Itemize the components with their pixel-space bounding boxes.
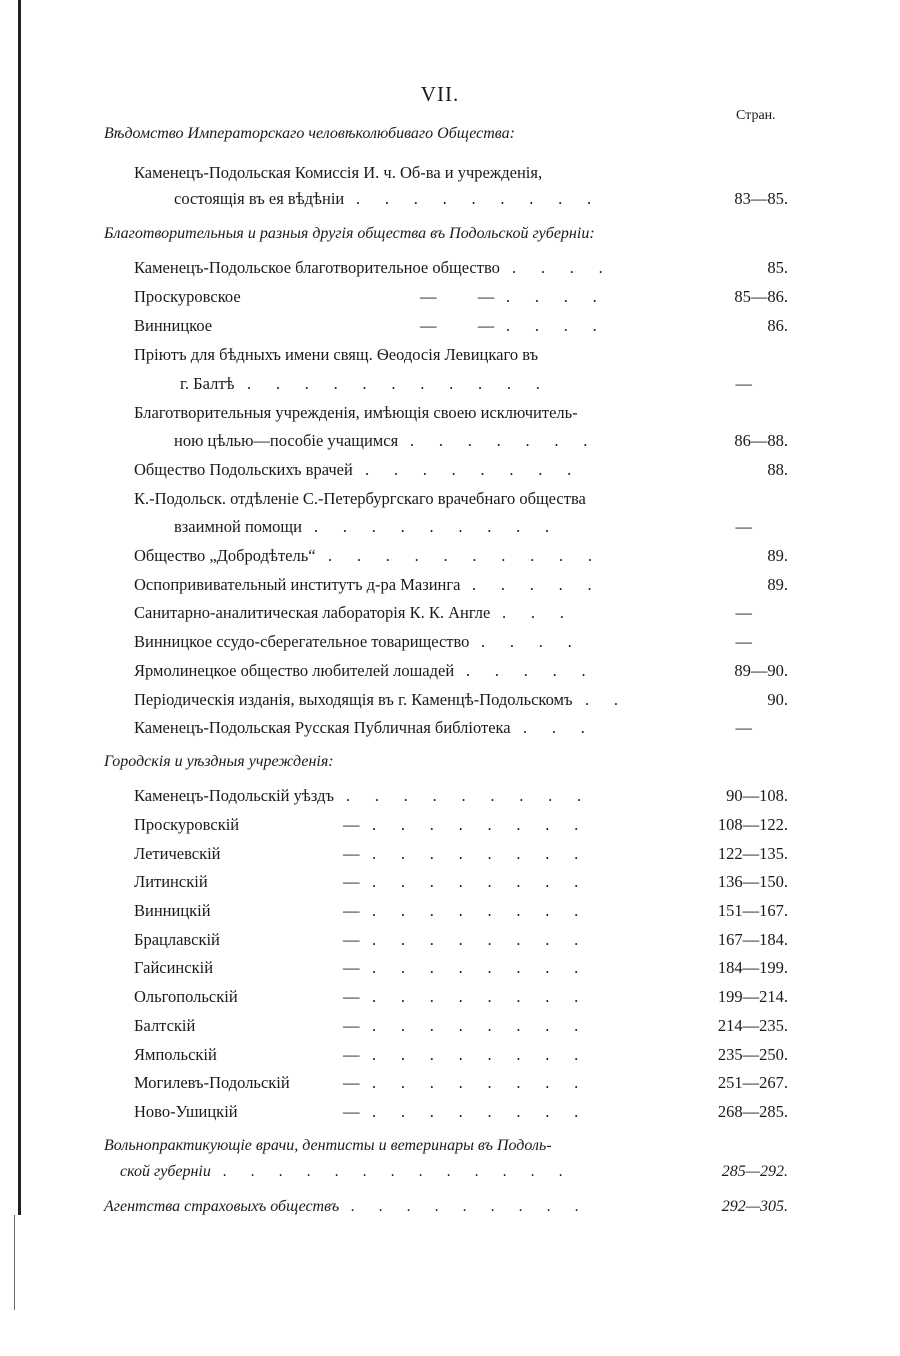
toc-entry <box>134 956 900 980</box>
toc-entry-page-range: 86. <box>767 316 788 335</box>
toc-entry <box>134 161 900 185</box>
toc-leader-dots: . . <box>585 690 643 709</box>
toc-entry-ditto-dash: — <box>343 872 360 891</box>
toc-leader-dots: . . . . . . . . <box>372 1045 603 1064</box>
toc-entry-title: ною цѣлью—пособіе учащимся <box>174 431 399 450</box>
toc-entry-page-range: 90—108. <box>726 786 788 805</box>
toc-leader-dots: . . . . . . . . <box>372 1016 603 1035</box>
toc-entry <box>134 544 900 568</box>
toc-entry-title: Общество Подольскихъ врачей <box>134 460 353 479</box>
toc-leader-dots: . . . . . . . . <box>372 1102 603 1121</box>
toc-section-heading <box>104 222 900 246</box>
toc-leader-dots: . . . <box>502 603 589 622</box>
toc-entry-ditto-dash: — <box>343 1016 360 1035</box>
toc-entry <box>134 784 900 808</box>
toc-leader-dots: . . . . . . . . <box>372 987 603 1006</box>
toc-entry-page-range: 89—90. <box>734 661 788 680</box>
toc-entry <box>134 688 900 712</box>
toc-entry <box>134 842 900 866</box>
toc-leader-dots: . . . . . . . . <box>372 872 603 891</box>
toc-entry-title: состоящія въ ея вѣдѣніи <box>174 189 345 208</box>
toc-entry <box>134 401 900 425</box>
toc-entry <box>134 343 900 367</box>
toc-entry-title: Общество „Добродѣтель“ <box>134 546 316 565</box>
toc-leader-dots: . . . . . . . . . <box>346 786 606 805</box>
toc-entry-ditto-dash: — — <box>420 287 495 306</box>
toc-entry <box>134 1014 900 1038</box>
toc-entry-ditto-dash: — <box>343 815 360 834</box>
toc-entry-title: Винницкое ссудо-сберегательное товарищество <box>134 632 470 651</box>
toc-leader-dots: . . . . . . . . <box>372 901 603 920</box>
toc-entry <box>134 928 900 952</box>
toc-entry-ditto-dash: — — <box>420 316 495 335</box>
toc-entry <box>134 314 900 338</box>
toc-leader-dots: . . . . . . . . . <box>314 517 574 536</box>
toc-entry-ditto-dash: — <box>343 901 360 920</box>
toc-entry-title: г. Балтѣ <box>180 374 235 393</box>
toc-entry-title: ской губерніи <box>120 1163 211 1180</box>
toc-entry-page-range: — <box>735 374 752 393</box>
toc-entry-page-range: — <box>735 517 752 536</box>
toc-entry-title: Проскуровское <box>134 287 241 306</box>
toc-entry <box>134 1043 900 1067</box>
toc-entry-page-range: 108—122. <box>717 815 788 834</box>
toc-leader-dots: . . . . . . . . . . <box>328 546 617 565</box>
toc-entry <box>134 256 900 280</box>
toc-entry <box>134 1071 900 1095</box>
toc-entry-page-range: 90. <box>767 690 788 709</box>
toc-entry-ditto-dash: — <box>343 1073 360 1092</box>
toc-entry-title: Могилевъ-Подольскій <box>134 1073 290 1092</box>
toc-entry-title: Проскуровскій <box>134 815 240 834</box>
toc-entry <box>134 716 900 740</box>
toc-entry-title: взаимной помощи <box>174 517 302 536</box>
toc-entry-ditto-dash: — <box>343 930 360 949</box>
toc-entry <box>180 372 900 396</box>
toc-entry <box>134 487 900 511</box>
toc-entry-page-range: 89. <box>767 575 788 594</box>
toc-leader-dots: . . . . . <box>466 661 611 680</box>
toc-entry-ditto-dash: — <box>343 1102 360 1121</box>
toc-leader-dots: . . . . . . . . . <box>351 1198 603 1215</box>
toc-entry <box>134 573 900 597</box>
toc-entry-title: Винницкій <box>134 901 211 920</box>
toc-leader-dots: . . . . <box>506 287 622 306</box>
toc-entry-page-range: 85—86. <box>734 287 788 306</box>
toc-entry <box>134 1100 900 1124</box>
toc-entry-page-range: 285—292. <box>721 1163 788 1180</box>
toc-entry-title: К.-Подольск. отдѣленіе С.-Петербургскаго врачебнаго общества <box>134 489 586 508</box>
toc-entry-title: Гайсинскій <box>134 958 214 977</box>
toc-entry-ditto-dash: — <box>343 1045 360 1064</box>
toc-entry <box>134 285 900 309</box>
toc-entry-title: Каменецъ-Подольское благотворительное общество <box>134 258 500 277</box>
toc-leader-dots: . . . . . . . . <box>372 815 603 834</box>
toc-leader-dots: . . . . . . . . . <box>356 189 616 208</box>
toc-entry-title: Ямпольскій <box>134 1045 217 1064</box>
toc-entry <box>134 630 900 654</box>
toc-entry-ditto-dash: — <box>343 844 360 863</box>
toc-leader-dots: . . . . . . . . <box>365 460 596 479</box>
toc-entry-page-range: 83—85. <box>734 189 788 208</box>
toc-entry-title: Вольнопрактикующіе врачи, дентисты и ветеринары въ Подоль- <box>104 1137 552 1154</box>
toc-leader-dots: . . . . . . . . <box>372 930 603 949</box>
toc-entry-page-range: 167—184. <box>717 930 788 949</box>
toc-entry-title: Ярмолинецкое общество любителей лошадей <box>134 661 455 680</box>
toc-entry-page-range: 292—305. <box>721 1198 788 1215</box>
toc-entry <box>174 187 900 211</box>
toc-entry-title: Каменецъ-Подольская Комиссія И. ч. Об-ва и учрежденія, <box>134 163 543 182</box>
toc-entry-page-range: 214—235. <box>717 1016 788 1035</box>
toc-entry <box>134 899 900 923</box>
toc-leader-dots: . . . . <box>481 632 597 651</box>
toc-entry-page-range: 85. <box>767 258 788 277</box>
toc-entry-ditto-dash: — <box>343 987 360 1006</box>
toc-section-heading <box>104 1195 900 1219</box>
toc-entry-page-range: 89. <box>767 546 788 565</box>
toc-entry-title: Литинскій <box>134 872 208 891</box>
toc-entry <box>134 659 900 683</box>
toc-entry-page-range: 235—250. <box>717 1045 788 1064</box>
toc-entry <box>174 515 900 539</box>
toc-section-heading <box>104 750 900 774</box>
toc-leader-dots: . . . <box>523 718 610 737</box>
toc-entry <box>174 429 900 453</box>
toc-entry <box>134 813 900 837</box>
toc-leader-dots: . . . . <box>512 258 628 277</box>
toc-entry-page-range: 199—214. <box>717 987 788 1006</box>
page-column-header: Стран. <box>736 108 776 123</box>
toc-entry-page-range: 251—267. <box>717 1073 788 1092</box>
toc-leader-dots: . . . . <box>506 316 622 335</box>
toc-entry-title: Вѣдомство Императорскаго человѣколюбиваго Общества: <box>104 125 515 142</box>
toc-entry-page-range: 88. <box>767 460 788 479</box>
toc-leader-dots: . . . . . . . . <box>372 844 603 863</box>
toc-entry <box>134 870 900 894</box>
toc-leader-dots: . . . . . . . . . . . <box>247 374 565 393</box>
toc-entry-title: Благотворительныя учрежденія, имѣющія своею исключитель- <box>134 403 578 422</box>
toc-entry <box>134 601 900 625</box>
toc-section-heading <box>120 1160 900 1184</box>
toc-leader-dots: . . . . . . . . <box>372 1073 603 1092</box>
toc-entry-page-range: — <box>735 718 752 737</box>
toc-entry-page-range: 268—285. <box>717 1102 788 1121</box>
toc-entry <box>134 458 900 482</box>
toc-entry-title: Летичевскій <box>134 844 221 863</box>
toc-entry-page-range: — <box>735 603 752 622</box>
toc-section-heading <box>104 122 900 146</box>
toc-entry-title: Городскія и уѣздныя учрежденія: <box>104 753 334 770</box>
toc-entry-title: Оспопрививательный институтъ д-ра Мазинга <box>134 575 461 594</box>
toc-entry-page-range: 86—88. <box>734 431 788 450</box>
toc-entry-title: Ново-Ушицкій <box>134 1102 238 1121</box>
toc-entry-page-range: 122—135. <box>717 844 788 863</box>
toc-entry-page-range: 136—150. <box>717 872 788 891</box>
toc-entry-page-range: 184—199. <box>717 958 788 977</box>
toc-entry-page-range: 151—167. <box>717 901 788 920</box>
toc-entry-title: Пріютъ для бѣдныхъ имени свящ. Ѳеодосія Левицкаго въ <box>134 345 539 364</box>
page-number: VII. <box>420 82 460 106</box>
toc-section-heading <box>104 1134 900 1158</box>
toc-leader-dots: . . . . . . . <box>410 431 613 450</box>
toc-leader-dots: . . . . . . . . . . . . . <box>223 1163 587 1180</box>
toc-entry-title: Балтскій <box>134 1016 196 1035</box>
toc-leader-dots: . . . . . <box>472 575 617 594</box>
toc-entry-title: Брацлавскій <box>134 930 220 949</box>
toc-entry-title: Періодическія изданія, выходящія въ г. Каменцѣ-Подольскомъ <box>134 690 573 709</box>
toc-entry-title: Каменецъ-Подольскій уѣздъ <box>134 786 334 805</box>
toc-entry-title: Винницкое <box>134 316 213 335</box>
toc-entry-title: Ольгопольскій <box>134 987 238 1006</box>
toc-entry-title: Благотворительныя и разныя другія общества въ Подольской губерніи: <box>104 225 595 242</box>
toc-entry-page-range: — <box>735 632 752 651</box>
toc-leader-dots: . . . . . . . . <box>372 958 603 977</box>
toc-entry-title: Каменецъ-Подольская Русская Публичная библіотека <box>134 718 511 737</box>
toc-entry-title: Санитарно-аналитическая лабораторія К. К. Англе <box>134 603 491 622</box>
toc-entry-title: Агентства страховыхъ обществъ <box>104 1198 340 1215</box>
toc-entry <box>134 985 900 1009</box>
toc-entry-ditto-dash: — <box>343 958 360 977</box>
